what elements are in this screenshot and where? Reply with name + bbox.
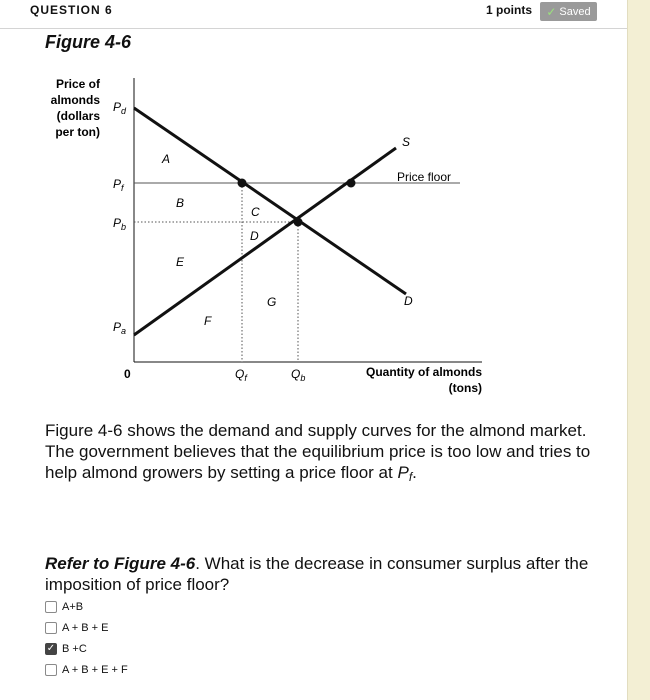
x-axis-label-line-1: Quantity of almonds: [365, 365, 482, 379]
answer-option-label: A+B: [62, 601, 84, 613]
description-end: .: [412, 463, 417, 482]
answer-options: [45, 597, 128, 681]
tick-pd: $P_d$: [113, 100, 127, 116]
question-body: . What is the decrease in consumer surplus after the imposition of price floor?: [45, 554, 589, 594]
figure-title: Figure 4-6: [45, 32, 132, 52]
y-axis-label-line-3: (dollars: [56, 109, 100, 123]
area-label-g: G: [267, 295, 277, 309]
question-reference: Refer to Figure 4-6: [45, 554, 196, 573]
area-label-c: C: [251, 205, 260, 219]
area-label-b: B: [176, 196, 185, 210]
area-label-f: F: [204, 314, 212, 328]
equilibrium-point: [294, 218, 303, 227]
answer-option[interactable]: [45, 639, 128, 659]
description-price: $P_f$: [397, 463, 413, 484]
tick-qb: $Q_b$: [291, 367, 306, 383]
area-label-e: E: [176, 255, 185, 269]
tick-qf: $Q_f$: [235, 367, 247, 383]
tick-pa: $P_a$: [113, 320, 127, 336]
floor-supply-point: [347, 179, 356, 188]
points-value: 1 points: [486, 3, 533, 17]
supply-demand-figure: [30, 70, 500, 410]
answer-option[interactable]: [45, 597, 128, 617]
area-label-d: D: [250, 229, 259, 243]
checkbox[interactable]: [45, 643, 57, 655]
question-number: QUESTION 6: [30, 3, 113, 17]
answer-option-label: A + B + E + F: [62, 664, 128, 676]
checkbox[interactable]: [45, 622, 57, 634]
y-axis-label-line-2: almonds: [50, 93, 100, 107]
check-icon: ✓: [546, 4, 557, 19]
answer-option[interactable]: [45, 618, 128, 638]
answer-option[interactable]: [45, 660, 128, 680]
floor-demand-point: [238, 179, 247, 188]
price-floor-label: Price floor: [397, 170, 452, 184]
area-label-a: A: [162, 152, 171, 166]
tick-pf: $P_f$: [113, 177, 124, 193]
y-axis-label-line-1: Price of: [55, 77, 100, 91]
answer-option-label: A + B + E: [62, 622, 109, 634]
demand-curve: [134, 108, 406, 294]
origin-label: 0: [124, 367, 131, 381]
demand-label: D: [404, 294, 413, 308]
answer-option-label: B +C: [62, 643, 87, 655]
question-header: [0, 0, 627, 29]
checkbox[interactable]: [45, 664, 57, 676]
saved-badge: [540, 2, 597, 21]
right-margin-bar: [627, 0, 650, 700]
tick-pb: $P_b$: [113, 216, 127, 232]
question-text: [45, 553, 605, 595]
figure-description: [45, 420, 605, 488]
supply-curve: [134, 148, 396, 335]
checkbox[interactable]: [45, 601, 57, 613]
saved-label: Saved: [559, 5, 591, 18]
description-text: Figure 4-6 shows the demand and supply curves for the almond market. The government believes that the equilibrium price is too low and tries to help almond growers by setting a price floor at: [45, 421, 591, 482]
y-axis-label-line-4: per ton): [55, 125, 100, 139]
supply-label: S: [402, 135, 411, 149]
x-axis-label-line-2: (tons): [448, 381, 482, 395]
